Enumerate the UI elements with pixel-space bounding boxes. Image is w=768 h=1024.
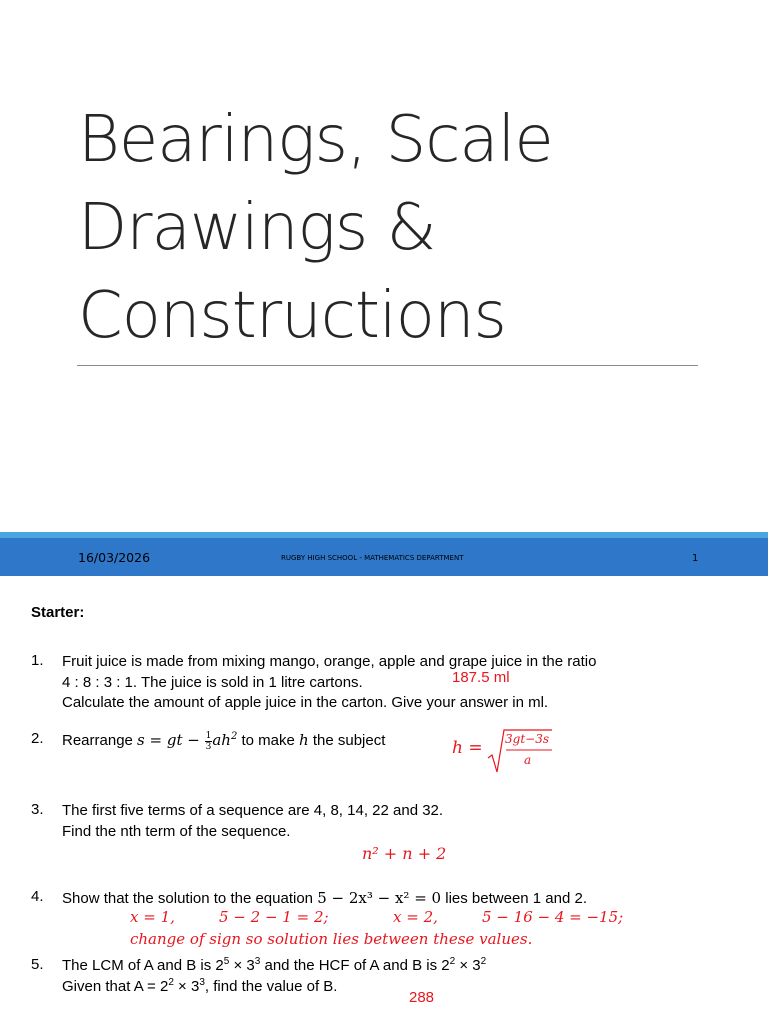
variable: h [299, 731, 309, 749]
question-line: 4 : 8 : 3 : 1. The juice is sold in 1 litre cartons. [62, 673, 363, 691]
answer-4-part: x = 1, [130, 908, 175, 926]
question-text: and the HCF of A and B is 2 [260, 957, 450, 974]
question-line: Find the nth term of the sequence. [62, 822, 291, 840]
title-line: Constructions [78, 279, 506, 353]
equation: 5 − 2x³ − x² = 0 [317, 889, 442, 907]
footer-date: 16/03/2026 [78, 550, 151, 565]
question-number: 1. [31, 652, 44, 669]
exponent: 2 [168, 976, 174, 988]
question-line: Fruit juice is made from mixing mango, orange, apple and grape juice in the ratio [62, 653, 597, 670]
question-text: the subject [308, 732, 386, 749]
footer-department: RUGBY HIGH SCHOOL - MATHEMATICS DEPARTMENT [281, 554, 464, 562]
question-line [62, 956, 486, 977]
answer-1: 187.5 ml [452, 669, 510, 686]
answer-4-conclusion: change of sign so solution lies between these values. [130, 930, 533, 948]
question-1 [62, 652, 752, 714]
starter-heading: Starter: [31, 604, 85, 621]
question-line: Calculate the amount of apple juice in the carton. Give your answer in ml. [62, 694, 549, 711]
title-divider [77, 365, 698, 366]
answer-4-part: x = 2, [393, 908, 438, 926]
answer-3: n² + n + 2 [362, 844, 447, 863]
slide-title [78, 96, 718, 360]
question-text: to make [241, 732, 300, 749]
question-text: × 3 [455, 957, 481, 974]
formula: s = gt − $\frac{1}{3}$ $ah^2$ [137, 730, 238, 752]
question-number: 5. [31, 956, 44, 973]
question-2 [62, 730, 385, 752]
question-3 [62, 801, 443, 842]
question-number: 4. [31, 888, 44, 905]
question-number: 2. [31, 730, 44, 747]
exponent: 3 [199, 976, 205, 988]
exponent: 2 [480, 956, 487, 967]
answer-2 [452, 728, 562, 774]
question-text: Show that the solution to the equation [62, 890, 318, 907]
answer-5: 288 [409, 989, 435, 1006]
question-text: lies between 1 and 2. [441, 890, 588, 907]
question-number: 3. [31, 801, 44, 818]
question-text: × 3 [173, 977, 200, 995]
answer-denominator: a [524, 753, 532, 767]
exponent: 5 [223, 956, 230, 967]
answer-lhs: h = [452, 738, 483, 758]
answer-4-part: 5 − 2 − 1 = 2; [219, 908, 329, 926]
question-text: The LCM of A and B is 2 [62, 957, 224, 974]
question-text: Rearrange [62, 732, 138, 749]
title-line: Drawings & [78, 191, 436, 265]
question-text: Given that A = 2 [62, 977, 169, 995]
question-text: × 3 [229, 957, 255, 974]
footer-page-number: 1 [692, 553, 699, 564]
question-line: The first five terms of a sequence are 4, 8, 14, 22 and 32. [62, 802, 444, 819]
title-line: Bearings, Scale [78, 103, 553, 177]
exponent: 3 [254, 956, 261, 967]
question-4 [62, 888, 587, 910]
answer-numerator: 3gt−3s [505, 732, 549, 746]
answer-4-part: 5 − 16 − 4 = −15; [482, 908, 624, 926]
exponent: 2 [449, 956, 456, 967]
question-text: , find the value of B. [204, 977, 338, 995]
